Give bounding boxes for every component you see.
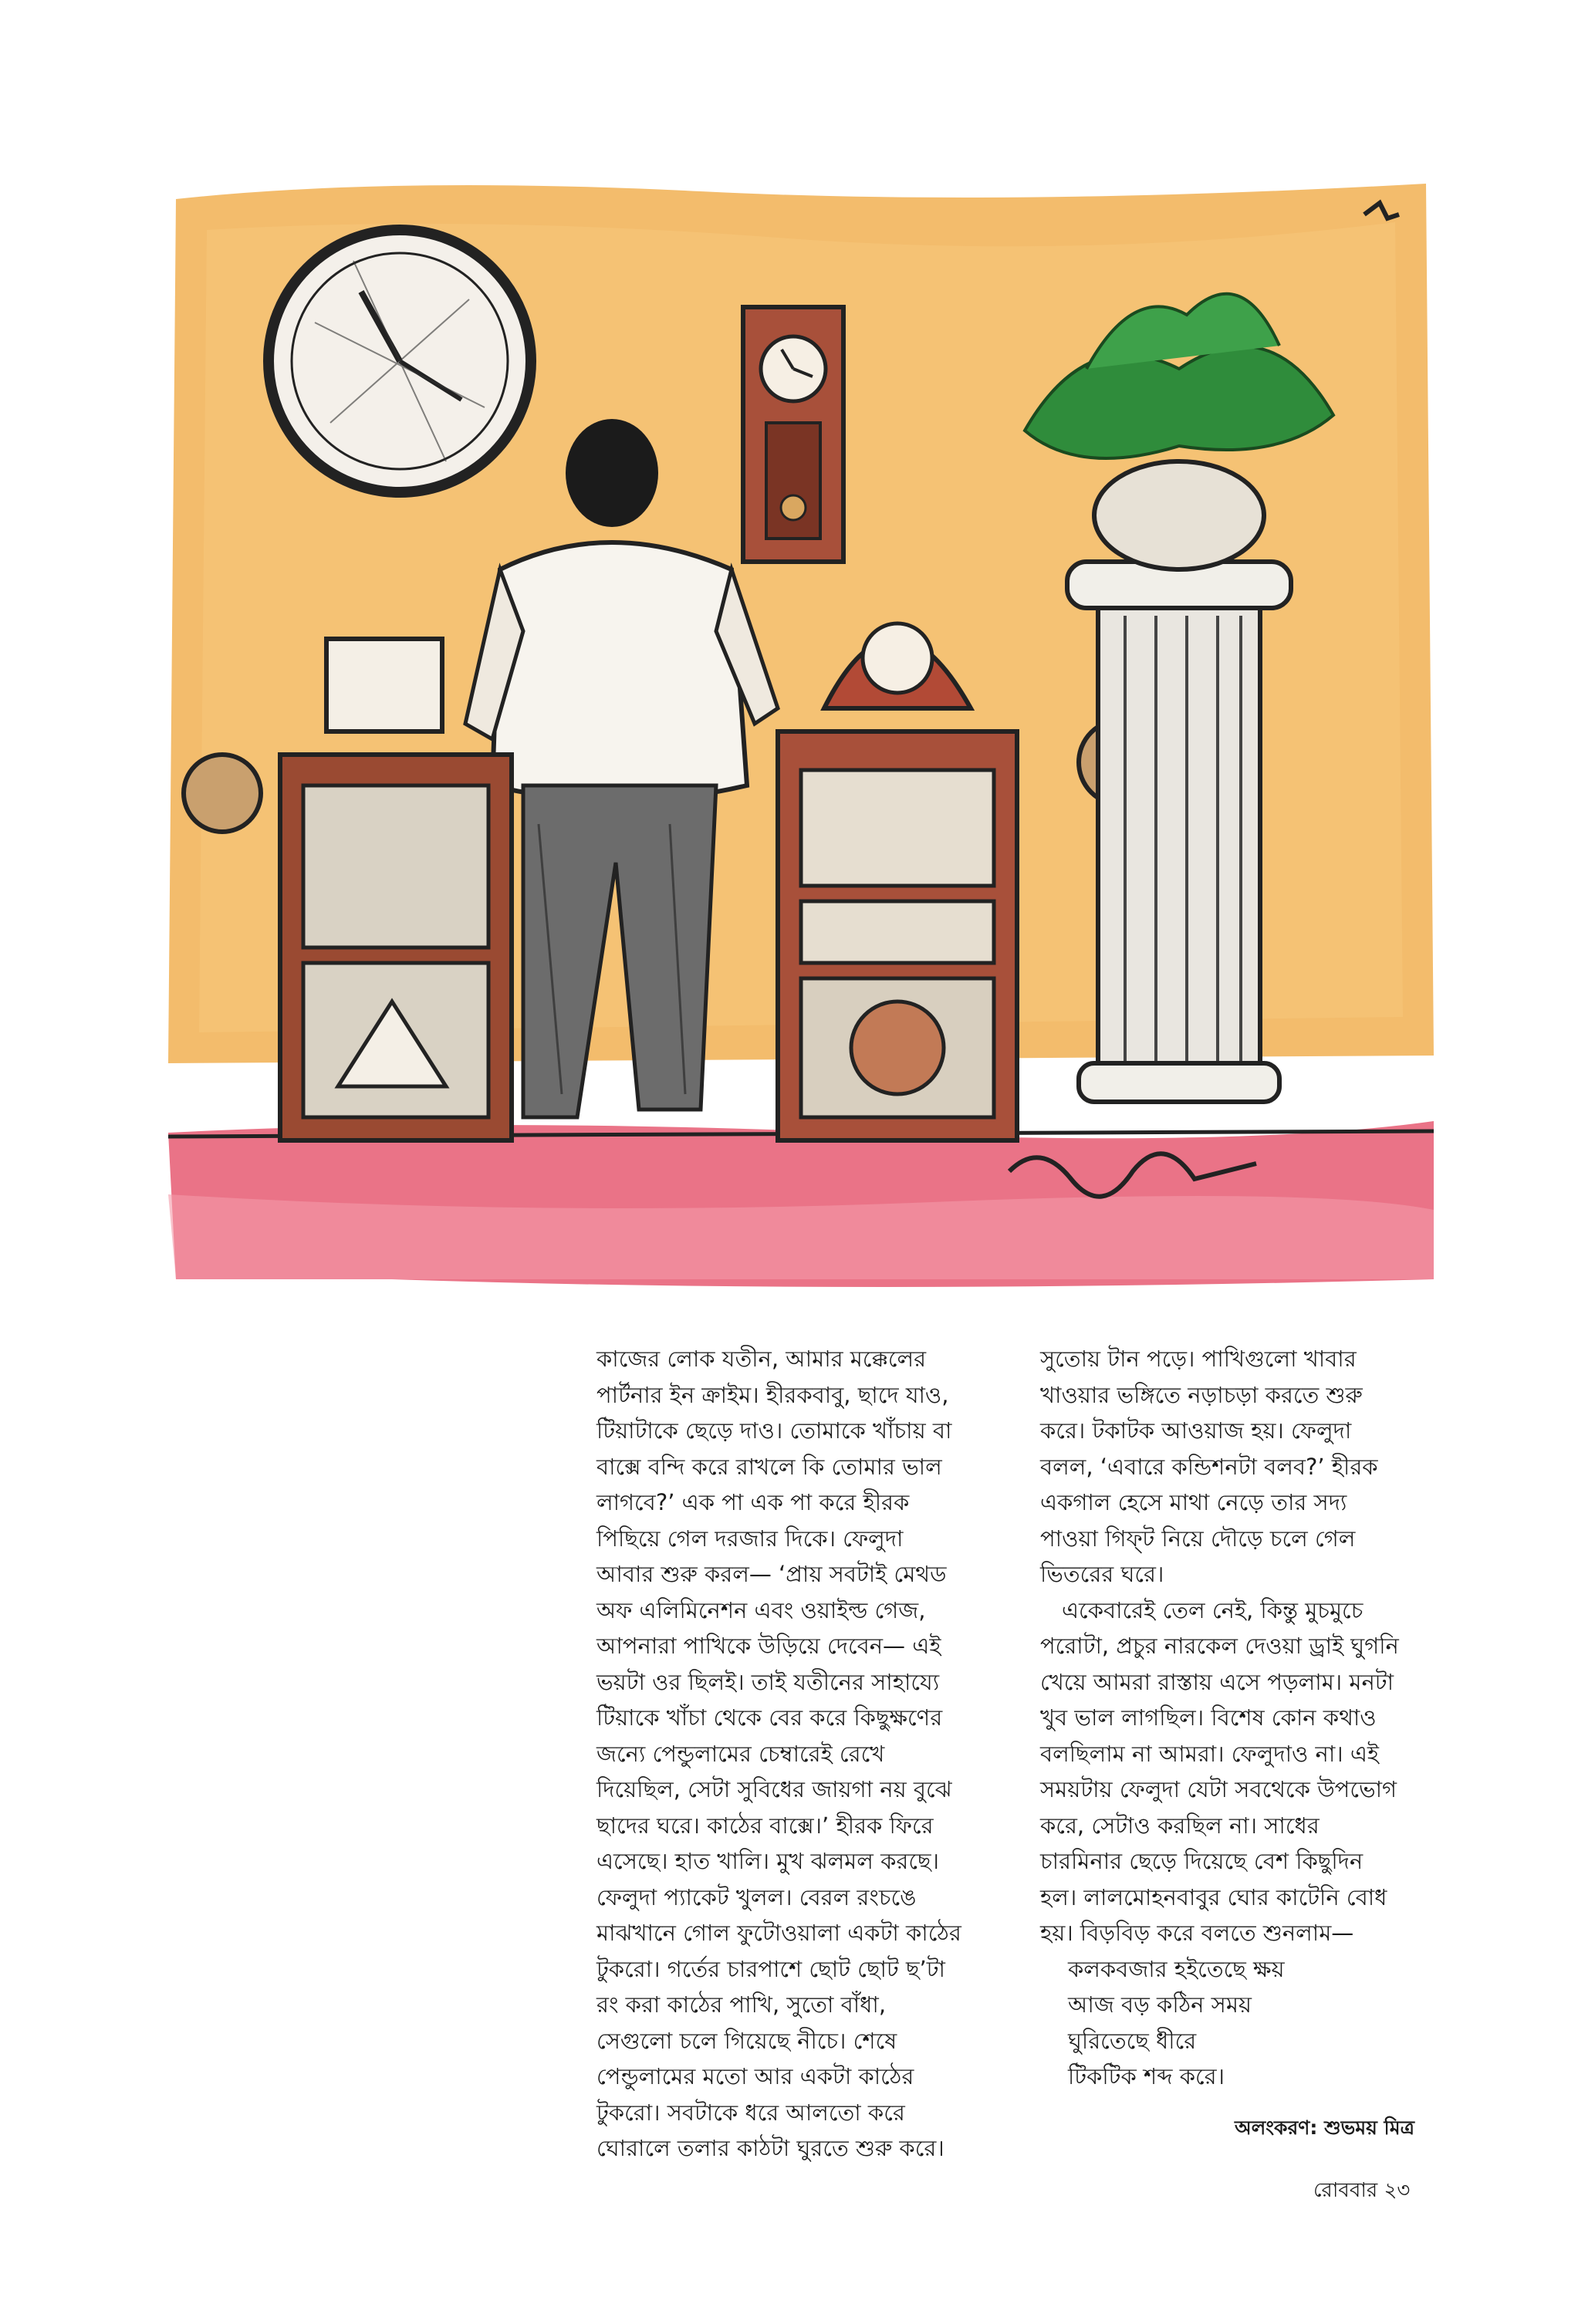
article-illustration	[161, 168, 1434, 1289]
text-line: করে। টকাটক আওয়াজ হয়। ফেলুদা	[1040, 1417, 1352, 1444]
text-line: ভয়টা ওর ছিলই। তাই যতীনের সাহায্যে	[596, 1668, 940, 1695]
text-line: বাক্সে বন্দি করে রাখলে কি তোমার ভাল	[596, 1453, 942, 1480]
article-column-left	[596, 1341, 961, 2167]
text-line: করে, সেটাও করছিল না। সাধের	[1040, 1812, 1320, 1839]
text-line: কাজের লোক যতীন, আমার মক্কেলের	[596, 1346, 927, 1372]
text-line: পেন্ডুলামের মতো আর একটা কাঠের	[596, 2063, 914, 2089]
text-line: দিয়েছিল, সেটা সুবিধের জায়গা নয় বুঝে	[596, 1776, 952, 1802]
text-line: হল। লালমোহনবাবুর ঘোর কাটেনি বোধ	[1040, 1883, 1387, 1910]
text-line: ঘোরালে তলার কাঠটা ঘুরতে শুরু করে।	[596, 2135, 944, 2161]
text-line: হয়। বিড়বিড় করে বলতে শুনলাম—	[1040, 1920, 1354, 1946]
text-line: টুকরো। সবটাকে ধরে আলতো করে	[596, 2099, 905, 2126]
text-line: বলছিলাম না আমরা। ফেলুদাও না। এই	[1040, 1740, 1380, 1767]
text-line: খাওয়ার ভঙ্গিতে নড়াচড়া করতে শুরু	[1040, 1381, 1363, 1408]
text-line: সুতোয় টান পড়ে। পাখিগুলো খাবার	[1040, 1346, 1357, 1372]
illustration-credit: অলংকরণ: শুভময় মিত্র	[1235, 2116, 1414, 2139]
text-line: টিয়াকে খাঁচা থেকে বের করে কিছুক্ষণের	[596, 1704, 943, 1731]
text-line: খেয়ে আমরা রাস্তায় এসে পড়লাম। মনটা	[1040, 1668, 1394, 1695]
text-line: ফেলুদা প্যাকেট খুলল। বেরল রংচঙে	[596, 1883, 917, 1910]
verse-line: আজ বড় কঠিন সময়	[1068, 1991, 1252, 2018]
text-line: সেগুলো চলে গিয়েছে নীচে। শেষে	[596, 2027, 897, 2054]
text-line: একগাল হেসে মাথা নেড়ে তার সদ্য	[1040, 1489, 1347, 1515]
verse-line: কলকবজার হইতেছে ক্ষয়	[1068, 1955, 1285, 1982]
text-line: চারমিনার ছেড়ে দিয়েছে বেশ কিছুদিন	[1040, 1848, 1364, 1874]
text-line: পার্টনার ইন ক্রাইম। হীরকবাবু, ছাদে যাও,	[596, 1381, 949, 1408]
pendulum-clock-icon	[743, 307, 843, 562]
text-line: সময়টায় ফেলুদা যেটা সবথেকে উপভোগ	[1040, 1776, 1397, 1802]
text-line: টুকরো। গর্তের চারপাশে ছোট ছোট ছ’টা	[596, 1955, 945, 1982]
sketch-man-with-clocks-illustration	[161, 168, 1434, 1289]
text-line: পরোটা, প্রচুর নারকেল দেওয়া ড্রাই ঘুগনি	[1040, 1633, 1399, 1659]
text-line: মাঝখানে গোল ফুটোওয়ালা একটা কাঠের	[596, 1920, 961, 1946]
text-line: আপনারা পাখিকে উড়িয়ে দেবেন— এই	[596, 1633, 941, 1659]
article-column-right	[1040, 1341, 1399, 2095]
text-line: জন্যে পেন্ডুলামের চেম্বারেই রেখে	[596, 1740, 885, 1767]
text-line: একেবারেই তেল নেই, কিন্তু মুচমুচে	[1062, 1596, 1364, 1623]
text-line: রং করা কাঠের পাখি, সুতো বাঁধা,	[596, 1991, 887, 2018]
text-line: ছাদের ঘরে। কাঠের বাক্সে।’ হীরক ফিরে	[596, 1812, 934, 1839]
text-line: এসেছে। হাত খালি। মুখ ঝলমল করছে।	[596, 1848, 939, 1874]
text-line: টিয়াটাকে ছেড়ে দাও। তোমাকে খাঁচায় বা	[596, 1417, 952, 1444]
text-line: পিছিয়ে গেল দরজার দিকে। ফেলুদা	[596, 1525, 904, 1552]
text-line: বলল, ‘এবারে কন্ডিশনটা বলব?’ হীরক	[1040, 1453, 1378, 1480]
text-line: খুব ভাল লাগছিল। বিশেষ কোন কথাও	[1040, 1704, 1377, 1731]
text-line: আবার শুরু করল— ‘প্রায় সবটাই মেথড	[596, 1561, 947, 1587]
text-line: অফ এলিমিনেশন এবং ওয়াইল্ড গেজ,	[596, 1596, 926, 1623]
page-folio: রোববার ২৩	[1313, 2179, 1411, 2202]
text-line: লাগবে?’ এক পা এক পা করে হীরক	[596, 1489, 910, 1515]
verse-line: টিকটিক শব্দ করে।	[1068, 2063, 1225, 2089]
text-line: পাওয়া গিফ্‌ট নিয়ে দৌড়ে চলে গেল	[1040, 1525, 1356, 1552]
text-line: ভিতরের ঘরে।	[1040, 1561, 1164, 1587]
verse-line: ঘুরিতেছে ধীরে	[1068, 2027, 1197, 2054]
wall-clock-icon	[269, 230, 531, 492]
